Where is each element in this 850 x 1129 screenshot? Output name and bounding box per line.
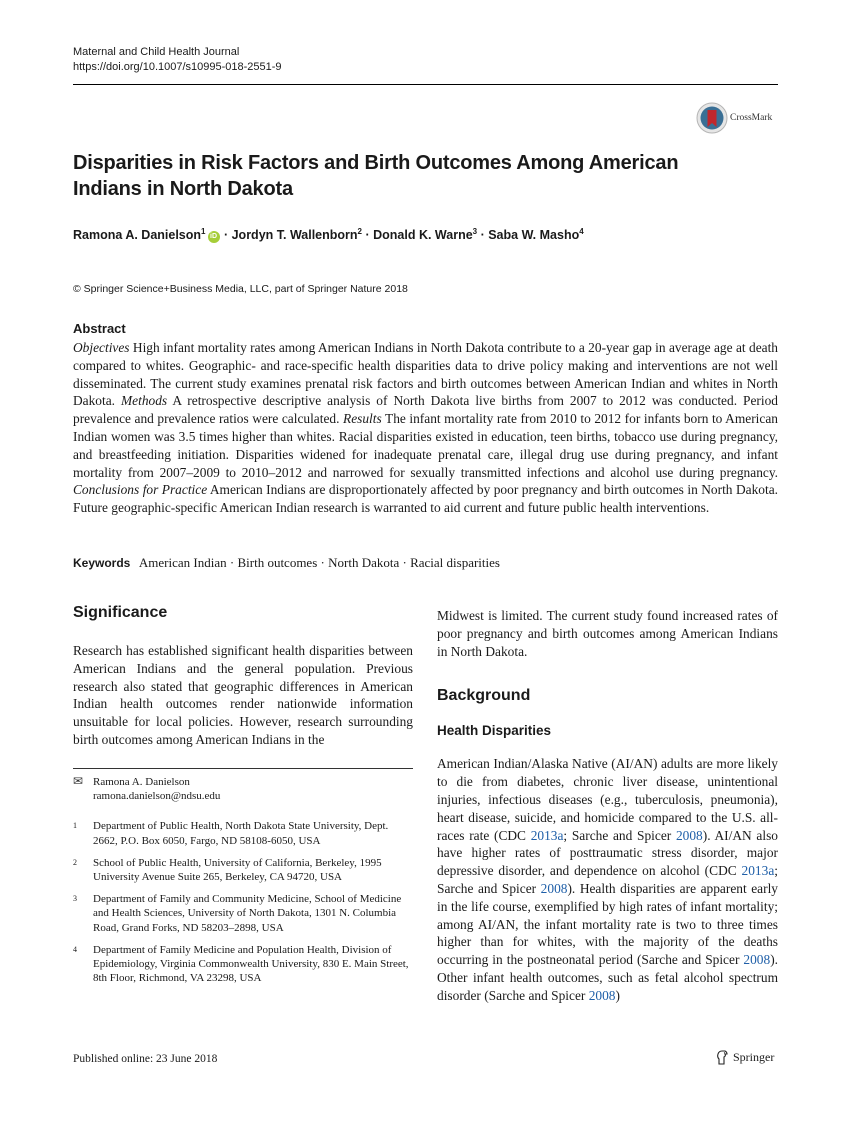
journal-doi[interactable]: https://doi.org/10.1007/s10995-018-2551-9 [73, 61, 282, 73]
author-affiliation-mark: 2 [357, 227, 362, 236]
text-run: ). Other infant health outcomes, such as fetal alcohol spectrum disorder (Sarche and Spicer [437, 952, 778, 1003]
author-name[interactable]: Ramona A. Danielson [73, 228, 202, 243]
author-list [73, 223, 584, 244]
citation-link[interactable]: 2008 [675, 827, 703, 843]
author-affiliation-mark: 1 [201, 227, 206, 236]
crossmark-icon [696, 102, 728, 134]
citation-link[interactable]: 2008 [588, 987, 616, 1003]
affiliation-number: 3 [73, 894, 77, 904]
significance-heading: Significance [73, 604, 168, 621]
keyword: Racial disparities [410, 555, 500, 570]
author-separator: · [477, 228, 489, 243]
abstract-body [73, 339, 778, 517]
significance-text: Research has established significant health disparities between American Indians and the general population. Previous research also stated that geographic differences in American Indian health outcomes render nationwide information unsuitable for local policies. However, research surrounding birth outcomes among American Indians in the [73, 643, 413, 747]
health-disparities-heading: Health Disparities [437, 723, 552, 739]
footnote-rule [73, 768, 413, 769]
publisher-logo [716, 1050, 774, 1065]
abstract-objectives-label: Objectives [73, 340, 130, 355]
journal-header [73, 45, 282, 75]
affiliation-number: 4 [73, 944, 77, 954]
citation-link[interactable]: 2008 [743, 952, 771, 968]
right-column [437, 607, 778, 1005]
health-disparities-text [437, 755, 778, 1004]
citation-link[interactable]: 2013a [741, 863, 775, 879]
correspondence-note [73, 775, 413, 803]
affiliation-3 [73, 892, 413, 935]
correspondence-email[interactable]: ramona.danielson@ndsu.edu [93, 790, 221, 803]
keyword: American Indian [138, 555, 227, 570]
crossmark-label: CrossMark [730, 113, 773, 123]
abstract-methods-text: A retrospective descriptive analysis of North Dakota live births from 2007 to 2012 was conducted. Period prevalence and prevalence ratios were calculated. [73, 393, 778, 427]
author-footnotes [73, 775, 413, 991]
author-name[interactable]: Saba W. Masho [488, 228, 580, 243]
author-separator: · [362, 228, 374, 243]
keywords-label: Keywords [73, 556, 131, 570]
text-run: ) [615, 987, 620, 1003]
header-rule [73, 84, 778, 85]
abstract-results-text: The infant mortality rate from 2010 to 2012 for infants born to American Indian women was 3.5 times higher than whites. Racial disparities existed in education, teen births, tobacco use during pregnancy, and breastfeeding initiation. Disparities widened for inadequate prenatal care, illegal drug use during pregnancy, and infant mortality from 2007–2009 to 2010–2012 and narrowed for sexually transmitted infections and alcohol use during pregnancy. [73, 411, 778, 480]
crossmark-badge[interactable] [696, 102, 778, 134]
text-run: ; Sarche and Spicer [437, 863, 778, 896]
abstract-methods-label: Methods [121, 393, 168, 409]
abstract-results-label: Results [343, 411, 382, 427]
background-heading: Background [437, 687, 531, 705]
citation-link[interactable]: 2008 [540, 880, 568, 896]
affiliation-text: School of Public Health, University of California, Berkeley, 1995 University Avenue Suite 265, Berkeley, CA 94720, USA [93, 856, 382, 884]
correspondence-name: Ramona A. Danielson [93, 776, 190, 788]
author-affiliation-mark: 4 [579, 227, 584, 236]
affiliation-text: Department of Public Health, North Dakota State University, Dept. 2662, P.O. Box 6050, Fargo, ND 58108-6050, USA [93, 820, 389, 847]
author-name[interactable]: Jordyn T. Wallenborn [231, 228, 358, 243]
keyword: North Dakota [328, 555, 400, 570]
affiliation-1 [73, 819, 413, 847]
affiliation-text: Department of Family Medicine and Population Health, Division of Epidemiology, Virginia Commonwealth University, 830 E. Main Street, 8th Floor, Richmond, VA 23298, USA [93, 943, 409, 985]
affiliation-2 [73, 856, 413, 884]
keywords: Keywords American Indian · Birth outcomes · North Dakota · Racial disparities [73, 555, 500, 570]
text-run: ). Health disparities are apparent early in the life course, exemplified by high rates of infant mortality; among AI/AN, the infant mortality rate is two to three times higher than for whites, with the majority of the deaths occurring in the postneonatal period (Sarche and Spicer [437, 880, 778, 968]
copyright-notice: © Springer Science+Business Media, LLC, part of Springer Nature 2018 [73, 283, 408, 295]
author-affiliation-mark: 3 [472, 227, 478, 236]
abstract-objectives-text: High infant mortality rates among American Indians in North Dakota contribute to a 20-year gap in average age at death compared to whites. Geographic- and race-specific health disparities data to drive policy making and interventions are not well disseminated. The current study examines prenatal risk factors and birth outcomes between American Indian and whites in North Dakota. [73, 340, 778, 409]
keyword: Birth outcomes [237, 555, 318, 570]
affiliation-4 [73, 943, 413, 986]
publisher-name: Springer [733, 1050, 775, 1064]
article-title: Disparities in Risk Factors and Birth Outcomes Among American Indians in North Dakota [73, 152, 679, 200]
author-name[interactable]: Donald K. Warne [373, 228, 473, 243]
affiliation-number: 2 [73, 857, 77, 867]
text-run: ; Sarche and Spicer [563, 827, 676, 843]
affiliation-number: 1 [73, 821, 77, 831]
author-separator: · [220, 228, 232, 243]
text-run: ). AI/AN also have higher rates of posttraumatic stress disorder, major depressive disorder, and dependence on alcohol (CDC [437, 827, 778, 879]
text-run: American Indian/Alaska Native (AI/AN) adults are more likely to die from diabetes, chronic liver disease, unintentional injuries, infectious diseases (e.g., tuberculosis, pneumonia), heart disease, suicide, and homicide compared to the U.S. all-races rate (CDC [437, 756, 778, 843]
abstract-conclusions-text: American Indians are disproportionately affected by poor pregnancy and birth outcomes in North Dakota. Future geographic-specific American Indian research is warranted to aid current and future public health interventions. [73, 482, 778, 516]
abstract-heading: Abstract [73, 321, 126, 336]
published-date: Published online: 23 June 2018 [73, 1053, 218, 1065]
springer-horse-icon [716, 1050, 729, 1065]
abstract-conclusions-label: Conclusions for Practice [73, 482, 208, 498]
affiliation-text: Department of Family and Community Medicine, School of Medicine and Health Sciences, University of North Dakota, 1301 N. Columbia Road, Grand Forks, ND 58203–2898, USA [93, 893, 402, 934]
envelope-icon: ✉ [73, 774, 84, 788]
journal-name: Maternal and Child Health Journal [73, 46, 240, 58]
orcid-icon[interactable]: iD [208, 231, 220, 243]
significance-continued: Midwest is limited. The current study found increased rates of poor pregnancy and birth outcomes among American Indians in North Dakota. [437, 608, 778, 659]
citation-link[interactable]: 2013a [530, 827, 564, 843]
